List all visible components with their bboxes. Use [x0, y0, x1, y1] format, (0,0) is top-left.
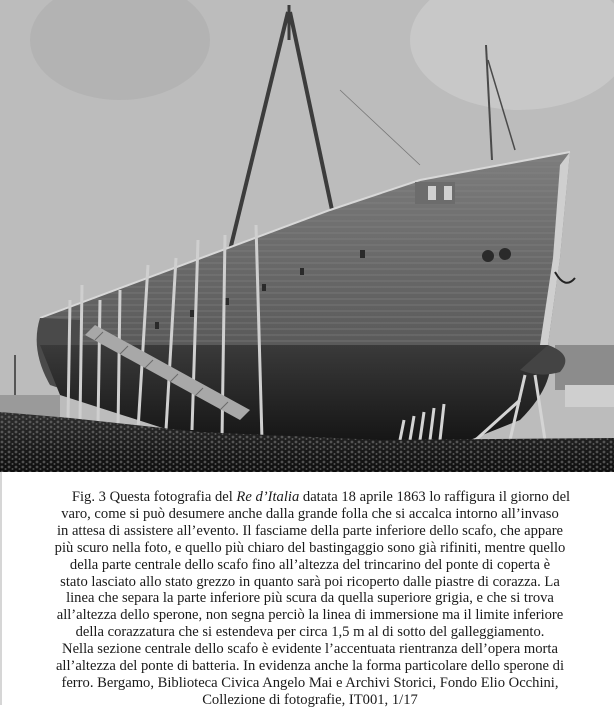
caption-line: in attesa di assistere all’evento. Il fasciame della parte inferiore dello scafo, che appare [56, 522, 564, 539]
caption-line: linea che separa la parte inferiore più scura da quella superiore grigia, e che si trova [66, 590, 554, 607]
caption-line: varo, come si può desumere anche dalla grande folla che si accalca intorno all’invaso [61, 505, 559, 522]
ship-name: Re d’Italia [236, 489, 300, 505]
caption-line: Fig. 3 Questa fotografia del Re d’Italia datata 18 aprile 1863 lo raffigura il giorno del [71, 489, 571, 505]
page-edge-divider [0, 472, 2, 705]
caption-line: ferro. Bergamo, Biblioteca Civica Angelo Mai e Archivi Storici, Fondo Elio Occhini, [61, 674, 559, 691]
caption-line: all’altezza del ponte di batteria. In evidenza anche la forma particolare dello sperone di [55, 658, 565, 675]
caption-line: Nella sezione centrale dello scafo è evidente l’accentuata rientranza dell’opera morta [62, 641, 558, 658]
figure-caption [40, 489, 580, 709]
caption-line: della corazzatura che si estendeva per circa 1,5 m al di sotto del galleggiamento. [75, 624, 545, 641]
caption-line: Collezione di fotografie, IT001, 1/17 [202, 691, 418, 708]
caption-line: all’altezza dello sperone, non segna perciò la linea di immersione ma il limite inferiore [56, 607, 564, 624]
caption-line: stato lasciato allo stato grezzo in quanto sarà poi ricoperto dalle piastre di corazza. La [60, 573, 560, 590]
caption-line: più scuro nella foto, e quello più chiaro del bastingaggio sono già rifiniti, mentre quello [54, 539, 566, 556]
caption-line: della parte centrale dello scafo fino all’altezza del trincarino del ponte di coperta è [69, 556, 551, 573]
